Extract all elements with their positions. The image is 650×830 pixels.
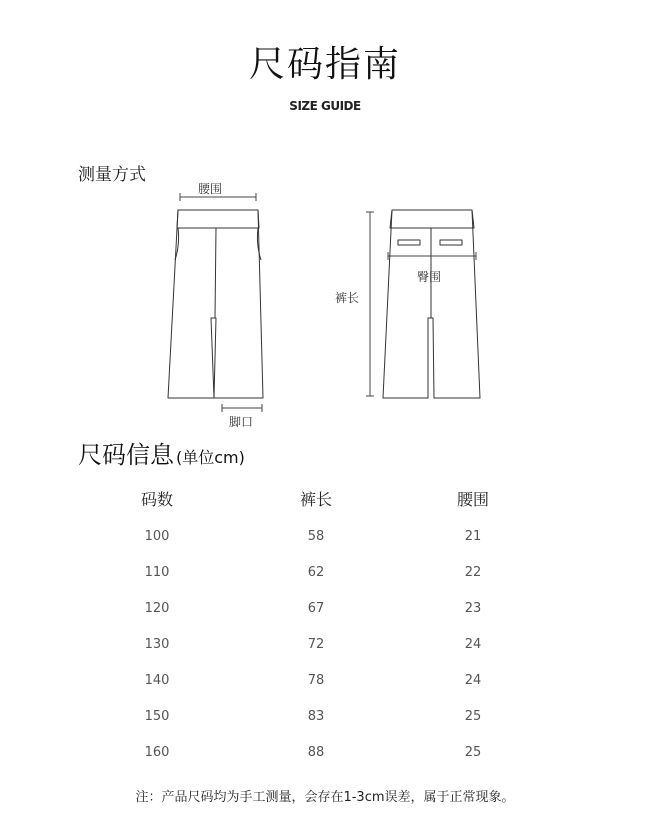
front-waistband xyxy=(177,210,259,228)
table-row xyxy=(0,637,650,657)
size-cell: 130 xyxy=(144,637,170,652)
waist-cell: 24 xyxy=(464,637,482,652)
size-cell: 120 xyxy=(144,601,170,616)
front-center-seam xyxy=(215,228,216,318)
waist-cell: 24 xyxy=(464,673,482,688)
back-waistband xyxy=(390,210,474,228)
size-cell: 140 xyxy=(144,673,170,688)
page-subtitle: SIZE GUIDE xyxy=(289,99,361,113)
size-section-heading: 尺码信息 xyxy=(78,441,174,469)
table-row xyxy=(0,565,650,585)
page-title: 尺码指南 xyxy=(248,44,401,85)
column-header-waist: 腰围 xyxy=(456,490,489,509)
back-view-pants xyxy=(383,210,480,398)
length-label: 裤长 xyxy=(335,291,360,305)
measure-section-title: 测量方式 xyxy=(78,165,146,185)
table-row xyxy=(0,673,650,693)
waist-cell: 21 xyxy=(464,529,482,544)
table-row xyxy=(0,601,650,621)
measurement-lines xyxy=(180,193,476,412)
length-cell: 88 xyxy=(307,745,325,760)
table-row xyxy=(0,745,650,765)
size-unit-label: (单位cm) xyxy=(176,448,245,467)
waist-cell: 22 xyxy=(464,565,482,580)
length-cell: 72 xyxy=(307,637,325,652)
size-section-title xyxy=(78,435,245,470)
hem-label: 脚口 xyxy=(229,415,254,429)
back-left-pocket xyxy=(398,240,420,245)
back-right-pocket xyxy=(440,240,462,245)
length-cell: 83 xyxy=(307,709,325,724)
waist-label: 腰围 xyxy=(198,182,223,196)
length-cell: 62 xyxy=(307,565,325,580)
size-cell: 160 xyxy=(144,745,170,760)
column-header-length: 裤长 xyxy=(299,490,332,509)
length-cell: 78 xyxy=(307,673,325,688)
footer-note: 注：产品尺码均为手工测量，会存在1-3cm误差，属于正常现象。 xyxy=(135,790,515,805)
size-cell: 150 xyxy=(144,709,170,724)
hip-label: 臀围 xyxy=(417,270,442,284)
size-cell: 110 xyxy=(144,565,170,580)
length-cell: 67 xyxy=(307,601,325,616)
size-cell: 100 xyxy=(144,529,170,544)
length-cell: 58 xyxy=(307,529,325,544)
waist-cell: 25 xyxy=(464,709,482,724)
table-row xyxy=(0,709,650,729)
table-row xyxy=(0,529,650,549)
waist-cell: 25 xyxy=(464,745,482,760)
column-header-size: 码数 xyxy=(140,490,173,509)
waist-cell: 23 xyxy=(464,601,482,616)
front-view-pants xyxy=(168,210,263,398)
